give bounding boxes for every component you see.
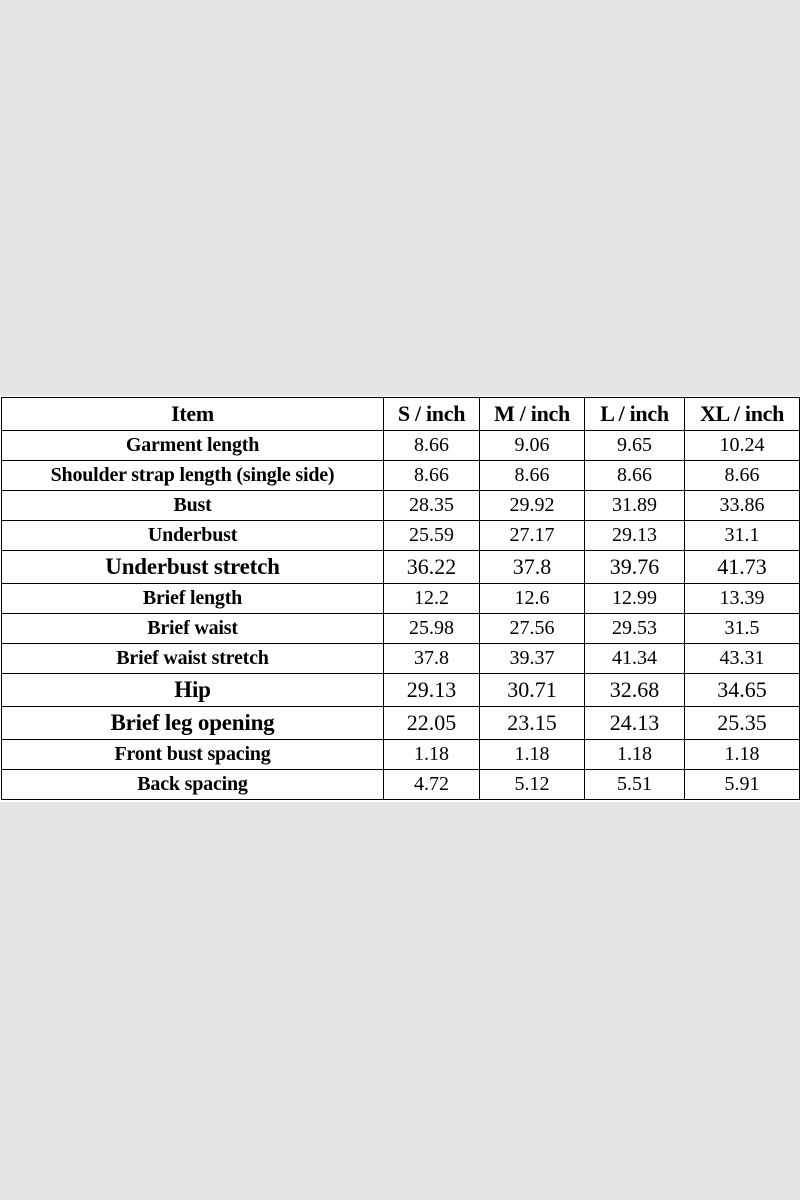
value-cell-xl: 1.18 (685, 740, 800, 770)
value-cell-s: 25.98 (384, 614, 480, 644)
value-cell-m: 29.92 (480, 491, 585, 521)
value-cell-l: 29.53 (585, 614, 685, 644)
value-cell-s: 28.35 (384, 491, 480, 521)
size-table (1, 397, 800, 800)
value-cell-s: 8.66 (384, 461, 480, 491)
table-row (2, 551, 800, 584)
value-cell-l: 31.89 (585, 491, 685, 521)
value-cell-m: 37.8 (480, 551, 585, 584)
header-item: Item (2, 398, 384, 431)
value-cell-s: 4.72 (384, 770, 480, 800)
value-cell-l: 39.76 (585, 551, 685, 584)
row-item-label: Underbust (2, 521, 384, 551)
value-cell-s: 8.66 (384, 431, 480, 461)
table-row (2, 491, 800, 521)
value-cell-xl: 31.1 (685, 521, 800, 551)
value-cell-s: 37.8 (384, 644, 480, 674)
value-cell-l: 9.65 (585, 431, 685, 461)
value-cell-xl: 43.31 (685, 644, 800, 674)
value-cell-m: 5.12 (480, 770, 585, 800)
value-cell-m: 23.15 (480, 707, 585, 740)
value-cell-xl: 5.91 (685, 770, 800, 800)
value-cell-l: 32.68 (585, 674, 685, 707)
value-cell-m: 9.06 (480, 431, 585, 461)
value-cell-l: 29.13 (585, 521, 685, 551)
row-item-label: Brief length (2, 584, 384, 614)
table-body (2, 431, 800, 800)
value-cell-xl: 8.66 (685, 461, 800, 491)
header-xl: XL / inch (685, 398, 800, 431)
row-item-label: Garment length (2, 431, 384, 461)
value-cell-s: 22.05 (384, 707, 480, 740)
table-row (2, 614, 800, 644)
header-s: S / inch (384, 398, 480, 431)
table-row (2, 707, 800, 740)
row-item-label: Underbust stretch (2, 551, 384, 584)
row-item-label: Shoulder strap length (single side) (2, 461, 384, 491)
table-header-row (2, 398, 800, 431)
value-cell-l: 5.51 (585, 770, 685, 800)
value-cell-l: 24.13 (585, 707, 685, 740)
header-m: M / inch (480, 398, 585, 431)
row-item-label: Brief leg opening (2, 707, 384, 740)
value-cell-m: 27.56 (480, 614, 585, 644)
row-item-label: Brief waist (2, 614, 384, 644)
value-cell-s: 36.22 (384, 551, 480, 584)
table-row (2, 644, 800, 674)
value-cell-m: 39.37 (480, 644, 585, 674)
value-cell-m: 1.18 (480, 740, 585, 770)
value-cell-xl: 10.24 (685, 431, 800, 461)
row-item-label: Bust (2, 491, 384, 521)
table-row (2, 521, 800, 551)
value-cell-xl: 34.65 (685, 674, 800, 707)
header-l: L / inch (585, 398, 685, 431)
value-cell-l: 8.66 (585, 461, 685, 491)
value-cell-m: 8.66 (480, 461, 585, 491)
value-cell-xl: 33.86 (685, 491, 800, 521)
value-cell-m: 12.6 (480, 584, 585, 614)
table-row (2, 674, 800, 707)
row-item-label: Brief waist stretch (2, 644, 384, 674)
value-cell-xl: 13.39 (685, 584, 800, 614)
table-row (2, 584, 800, 614)
value-cell-l: 12.99 (585, 584, 685, 614)
table-row (2, 740, 800, 770)
row-item-label: Back spacing (2, 770, 384, 800)
value-cell-s: 29.13 (384, 674, 480, 707)
table-row (2, 461, 800, 491)
value-cell-xl: 41.73 (685, 551, 800, 584)
value-cell-s: 1.18 (384, 740, 480, 770)
value-cell-s: 12.2 (384, 584, 480, 614)
value-cell-xl: 31.5 (685, 614, 800, 644)
value-cell-l: 41.34 (585, 644, 685, 674)
table-row (2, 431, 800, 461)
row-item-label: Hip (2, 674, 384, 707)
value-cell-xl: 25.35 (685, 707, 800, 740)
value-cell-s: 25.59 (384, 521, 480, 551)
value-cell-m: 30.71 (480, 674, 585, 707)
row-item-label: Front bust spacing (2, 740, 384, 770)
value-cell-m: 27.17 (480, 521, 585, 551)
size-chart-sheet (0, 396, 800, 802)
table-row (2, 770, 800, 800)
value-cell-l: 1.18 (585, 740, 685, 770)
